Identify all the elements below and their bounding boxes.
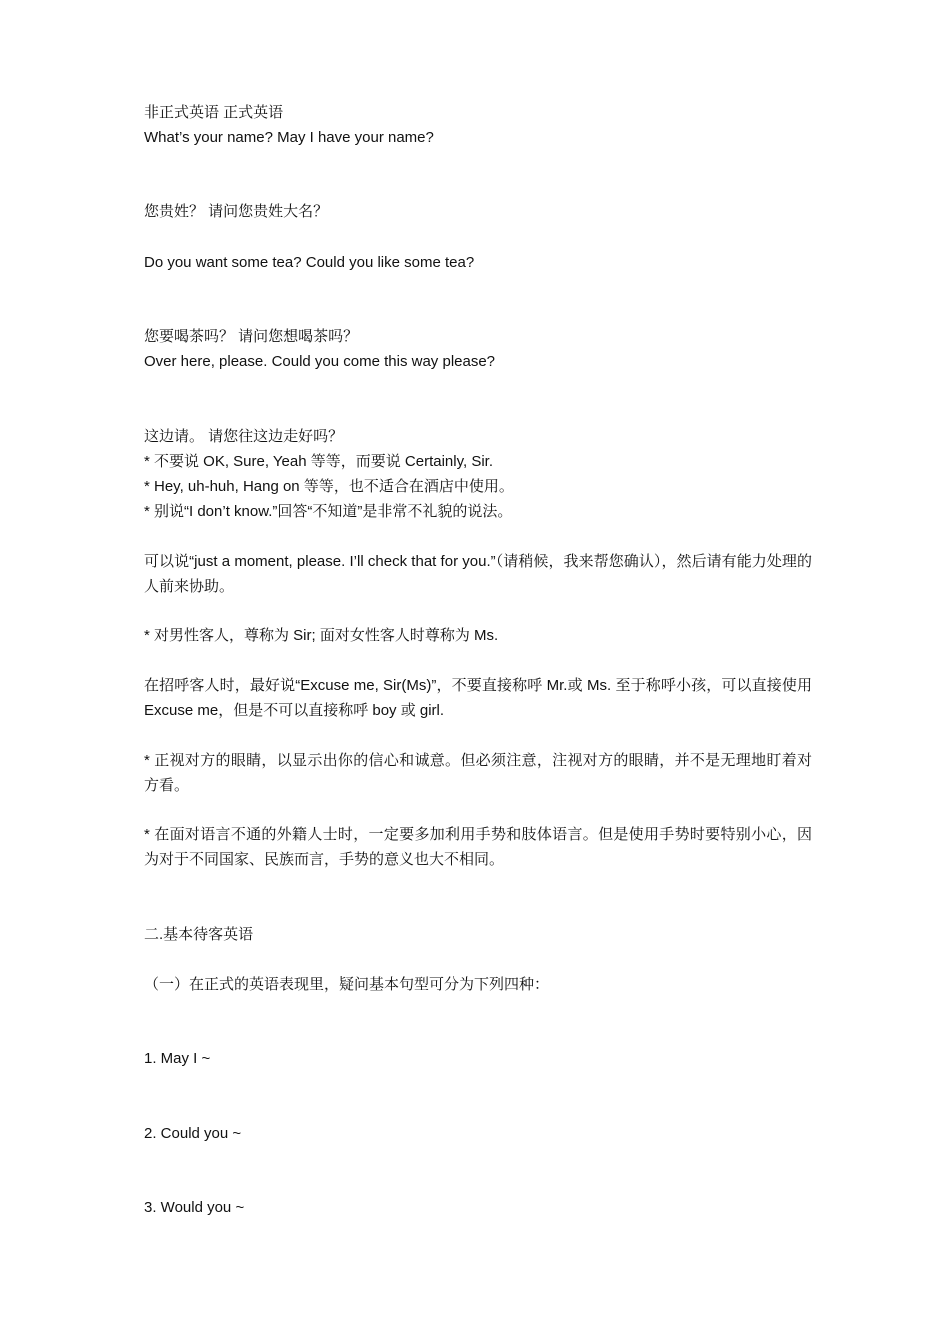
example-name-english: What’s your name? May I have your name? xyxy=(144,129,434,146)
example-tea-chinese: 您要喝茶吗？ 请问您想喝茶吗？ xyxy=(144,328,359,345)
tip-dont-know: * 别说“I don’t know.”回答“不知道”是非常不礼貌的说法。 xyxy=(144,503,513,520)
section-heading-basic-english: 二.基本待客英语 xyxy=(144,926,254,943)
tip-gestures: * 在面对语言不通的外籍人士时，一定要多加利用手势和肢体语言。但是使用手势时要特别小心，因为对于不同国家、民族而言，手势的意义也大不相同。 xyxy=(144,826,812,868)
tip-eye-contact: * 正视对方的眼睛，以显示出你的信心和诚意。但必须注意，注视对方的眼睛，并不是无理地盯着对方看。 xyxy=(144,752,812,794)
subsection-heading-question-patterns: （一）在正式的英语表现里，疑问基本句型可分为下列四种： xyxy=(144,976,550,993)
example-way-chinese: 这边请。 请您往这边走好吗？ xyxy=(144,428,344,445)
example-name-chinese: 您贵姓？ 请问您贵姓大名？ xyxy=(144,203,329,220)
example-way-english: Over here, please. Could you come this way please? xyxy=(144,353,496,370)
tip-excuse-me: 在招呼客人时，最好说“Excuse me, Sir(Ms)”，不要直接称呼 Mr.或 Ms. 至于称呼小孩，可以直接使用 Excuse me，但是不可以直接称呼 boy 或 girl. xyxy=(144,677,812,719)
pattern-could-you: 2. Could you ~ xyxy=(144,1125,242,1142)
heading-informal-formal: 非正式英语 正式英语 xyxy=(144,104,284,121)
pattern-would-you: 3. Would you ~ xyxy=(144,1199,245,1216)
tip-hey: * Hey, uh-huh, Hang on 等等，也不适合在酒店中使用。 xyxy=(144,478,514,495)
tip-just-a-moment: 可以说“just a moment, please. I’ll check that for you.”（请稍候，我来帮您确认），然后请有能力处理的人前来协助。 xyxy=(144,553,812,595)
tip-certainly: * 不要说 OK, Sure, Yeah 等等，而要说 Certainly, Sir. xyxy=(144,453,493,470)
tip-sir-ms: * 对男性客人，尊称为 Sir; 面对女性客人时尊称为 Ms. xyxy=(144,627,499,644)
example-tea-english: Do you want some tea? Could you like some tea? xyxy=(144,254,475,271)
pattern-may-i: 1. May I ~ xyxy=(144,1050,211,1067)
